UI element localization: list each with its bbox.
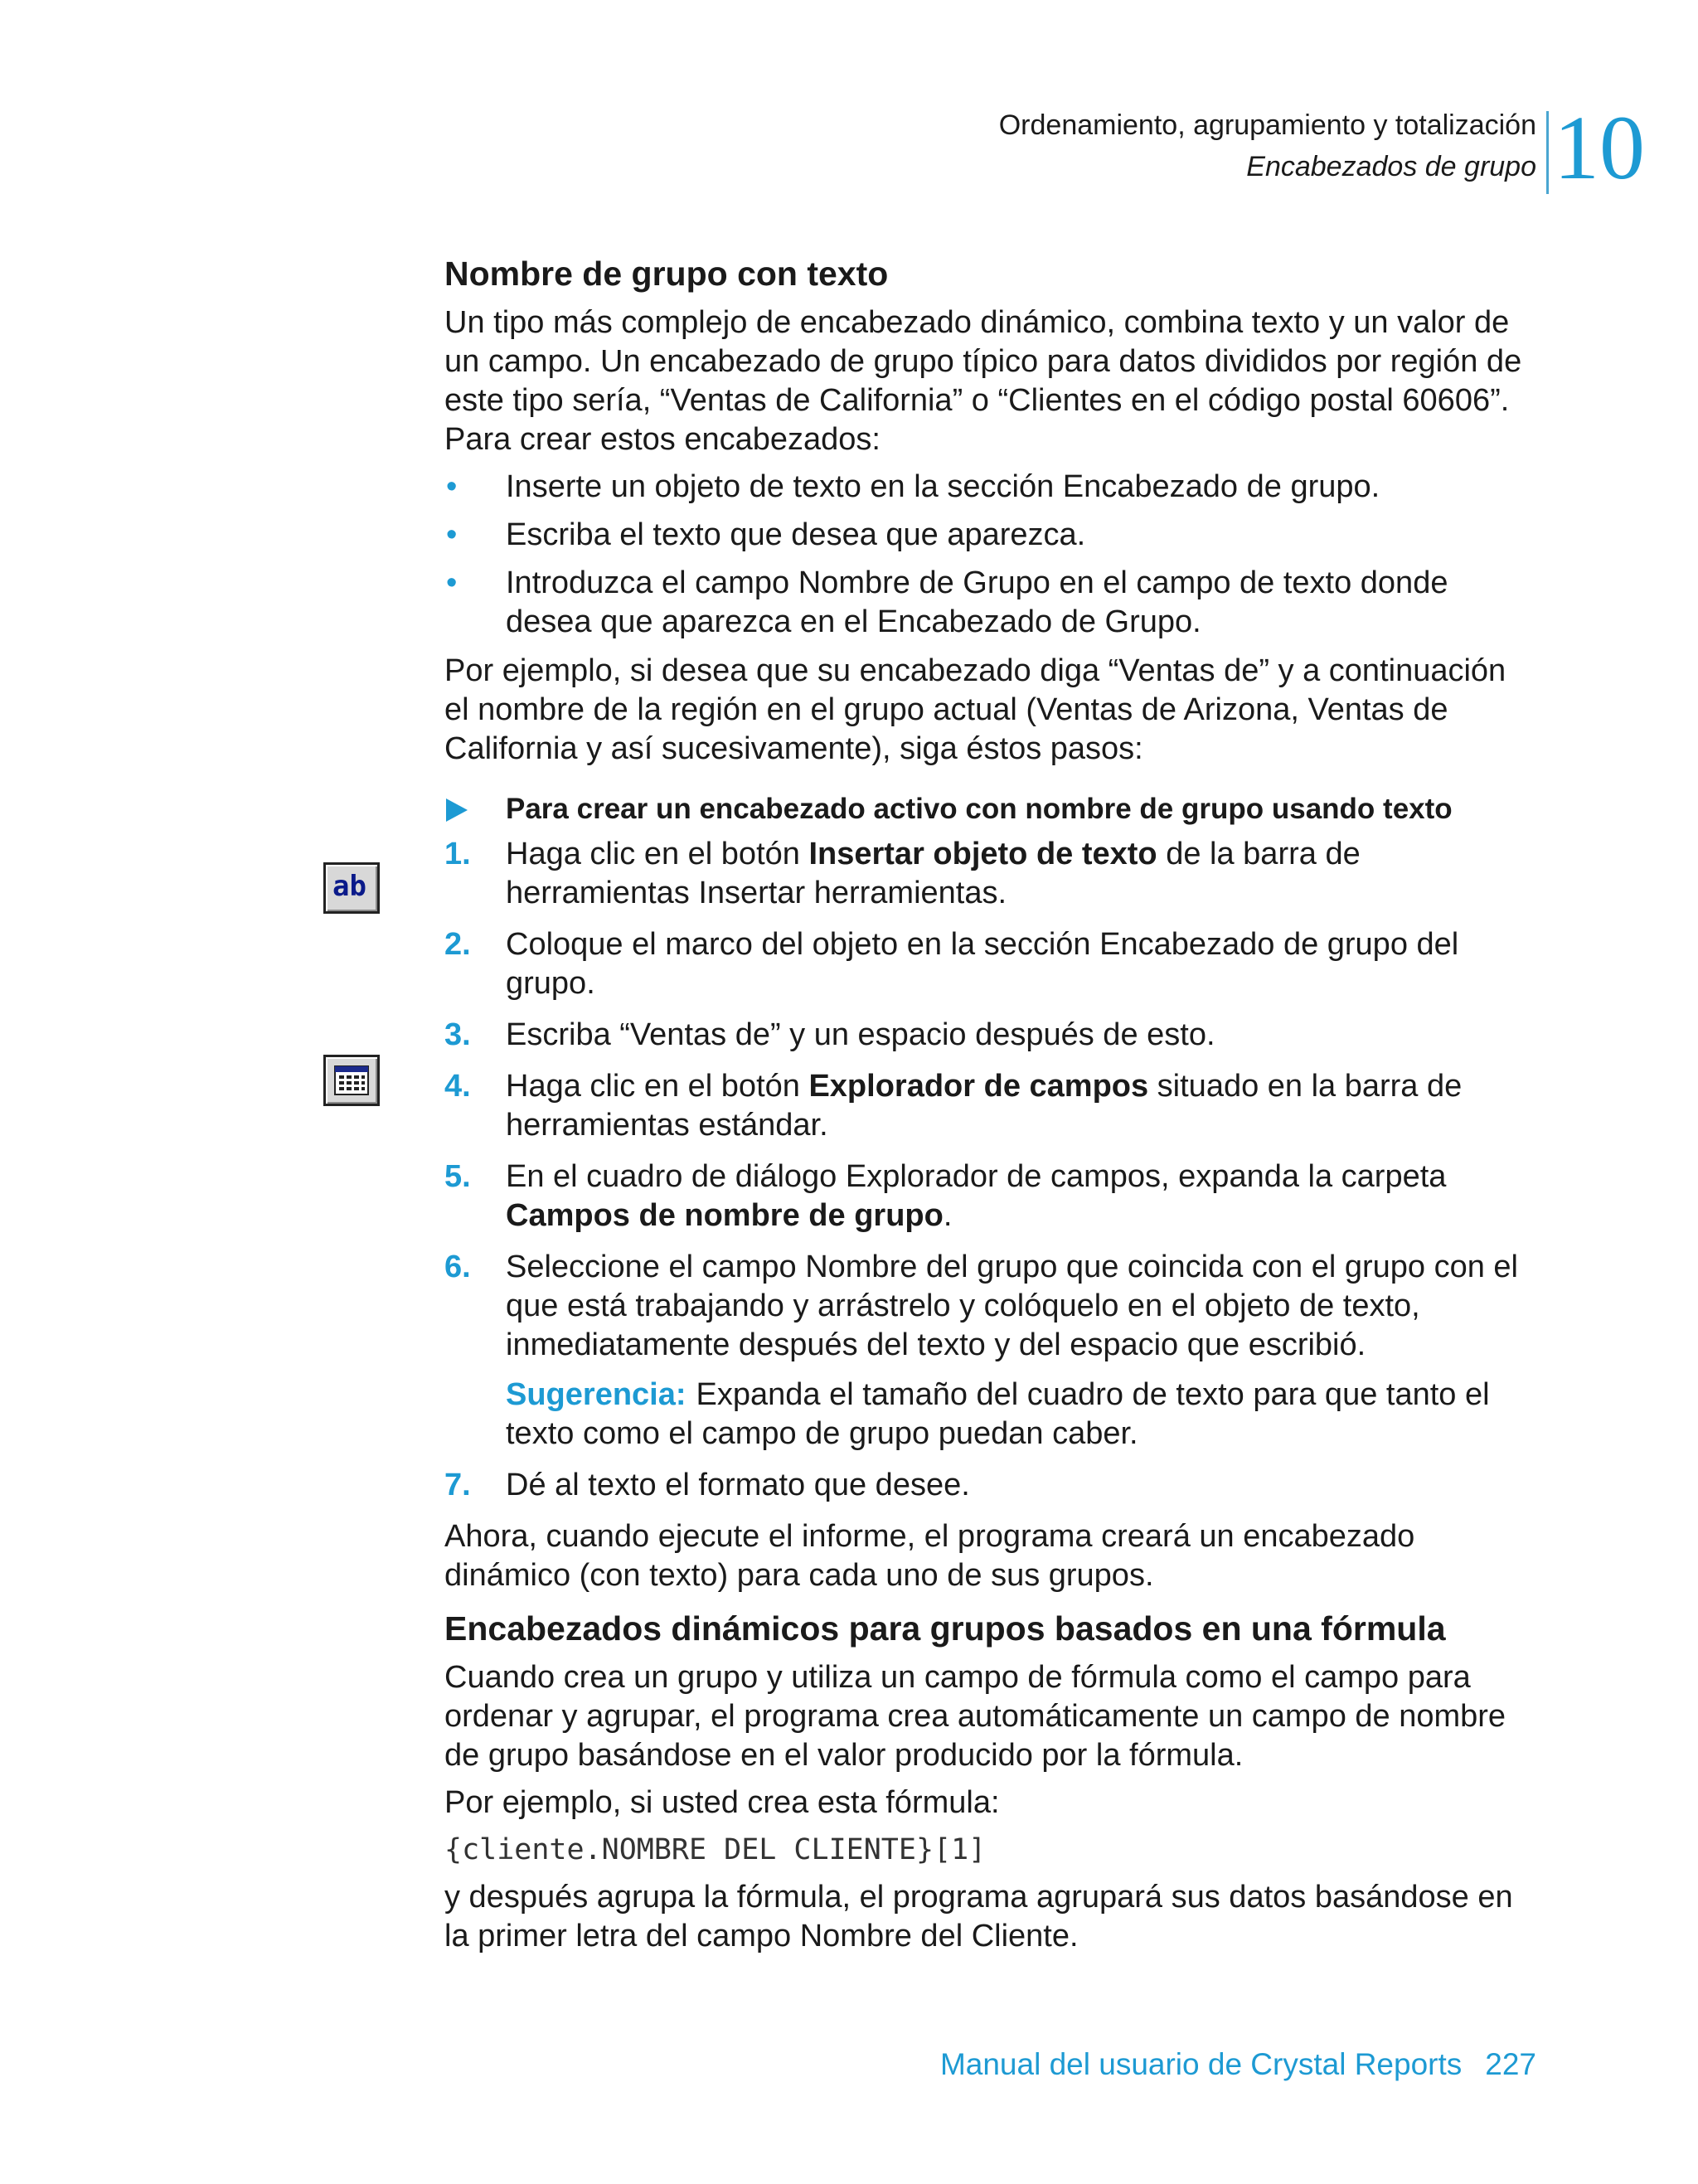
list-item [444, 468, 1539, 507]
field-explorer-icon [323, 1055, 380, 1106]
bullet-icon: • [446, 517, 458, 552]
step-item [444, 925, 1539, 1003]
tip-text: Expanda el tamaño del cuadro de texto para que tanto el texto como el campo de grupo puedan caber. [506, 1377, 1490, 1451]
list-item [444, 564, 1539, 642]
closing-paragraph: Ahora, cuando ejecute el informe, el programa creará un encabezado dinámico (con texto) para cada uno de sus grupos. [444, 1519, 1415, 1593]
step-text-end: . [943, 1198, 953, 1233]
step-number: 1. [444, 837, 471, 871]
step-text: Haga clic en el botón [506, 837, 809, 871]
step-text: Coloque el marco del objeto en la sección Encabezado de grupo del grupo. [506, 927, 1459, 1001]
page-footer [940, 2044, 1536, 2085]
tip-label: Sugerencia: [506, 1377, 686, 1412]
main-content [444, 249, 1539, 1964]
step-text: Haga clic en el botón [506, 1069, 809, 1104]
step-number: 6. [444, 1250, 471, 1284]
bullet-text: Inserte un objeto de texto en la sección Encabezado de grupo. [506, 469, 1380, 504]
step-emphasis: Explorador de campos [808, 1069, 1149, 1104]
bullet-icon: • [446, 469, 458, 504]
procedure-steps-continued [444, 1466, 1539, 1505]
step-emphasis: Insertar objeto de texto [808, 837, 1157, 871]
step-text: Escriba “Ventas de” y un espacio después de esto. [506, 1017, 1215, 1052]
step-number: 7. [444, 1468, 471, 1502]
procedure-title: Para crear un encabezado activo con nombre de grupo usando texto [506, 793, 1453, 825]
running-head [999, 104, 1536, 187]
procedure-steps [444, 835, 1539, 1365]
step-number: 5. [444, 1159, 471, 1194]
tip-note [444, 1376, 1539, 1454]
chapter-number: 10 [1554, 97, 1645, 198]
section-heading: Nombre de grupo con texto [444, 255, 889, 293]
procedure-heading [444, 789, 1539, 830]
section-title: Encabezados de grupo [1246, 151, 1536, 182]
step-item [444, 1158, 1539, 1235]
step-item [444, 1067, 1539, 1145]
step-text: Seleccione el campo Nombre del grupo que coincida con el grupo con el que está trabajando y arrástrelo y colóquelo en el objeto de texto, inmediatamente después del texto y del espacio que escribió. [506, 1250, 1518, 1362]
formula-result-paragraph: y después agrupa la fórmula, el programa agrupará sus datos basándose en la primer letra del campo Nombre del Cliente. [444, 1880, 1513, 1953]
step-item [444, 1248, 1539, 1365]
formula-code: {cliente.NOMBRE DEL CLIENTE}[1] [444, 1833, 987, 1866]
step-text: Dé al texto el formato que desee. [506, 1468, 970, 1502]
step-text-end: de la barra de herramientas Insertar herramientas. [506, 837, 1361, 910]
formula-intro-paragraph: Cuando crea un grupo y utiliza un campo de fórmula como el campo para ordenar y agrupar, el programa crea automáticamente un campo de nombre de grupo basándose en el valor producido por la fórmula. [444, 1660, 1506, 1773]
insert-text-object-icon [323, 862, 380, 914]
page-header [0, 97, 1698, 198]
step-item [444, 1466, 1539, 1505]
chapter-title: Ordenamiento, agrupamiento y totalización [998, 109, 1536, 141]
step-item [444, 835, 1539, 913]
intro-paragraph: Un tipo más complejo de encabezado dinámico, combina texto y un valor de un campo. Un encabezado de grupo típico para datos divididos por región de este tipo sería, “Ventas de California” o “Clientes en el código postal 60606”. Para crear estos encabezados: [444, 305, 1522, 457]
bullet-list [444, 468, 1539, 642]
bullet-icon: • [446, 565, 458, 600]
formula-example-paragraph: Por ejemplo, si usted crea esta fórmula: [444, 1785, 1000, 1820]
step-text: En el cuadro de diálogo Explorador de campos, expanda la carpeta [506, 1159, 1447, 1194]
step-number: 3. [444, 1017, 471, 1052]
text-object-icon-label: ab [332, 870, 366, 903]
step-text-end: situado en la barra de herramientas estándar. [506, 1069, 1463, 1143]
page-number: 227 [1485, 2047, 1536, 2081]
step-number: 2. [444, 927, 471, 962]
step-number: 4. [444, 1069, 471, 1104]
procedure-arrow-icon [446, 798, 468, 822]
example-paragraph: Por ejemplo, si desea que su encabezado diga “Ventas de” y a continuación el nombre de la región en el grupo actual (Ventas de Arizona, Ventas de California y así sucesivamente), siga éstos pasos: [444, 653, 1506, 766]
step-emphasis: Campos de nombre de grupo [506, 1198, 944, 1233]
section-heading-formula: Encabezados dinámicos para grupos basados en una fórmula [444, 1609, 1446, 1648]
list-item [444, 516, 1539, 555]
header-divider [1546, 111, 1549, 194]
bullet-text: Escriba el texto que desea que aparezca. [506, 517, 1086, 552]
bullet-text: Introduzca el campo Nombre de Grupo en el campo de texto donde desea que aparezca en el Encabezado de Grupo. [506, 565, 1448, 639]
manual-title: Manual del usuario de Crystal Reports [939, 2047, 1463, 2081]
step-item [444, 1016, 1539, 1055]
